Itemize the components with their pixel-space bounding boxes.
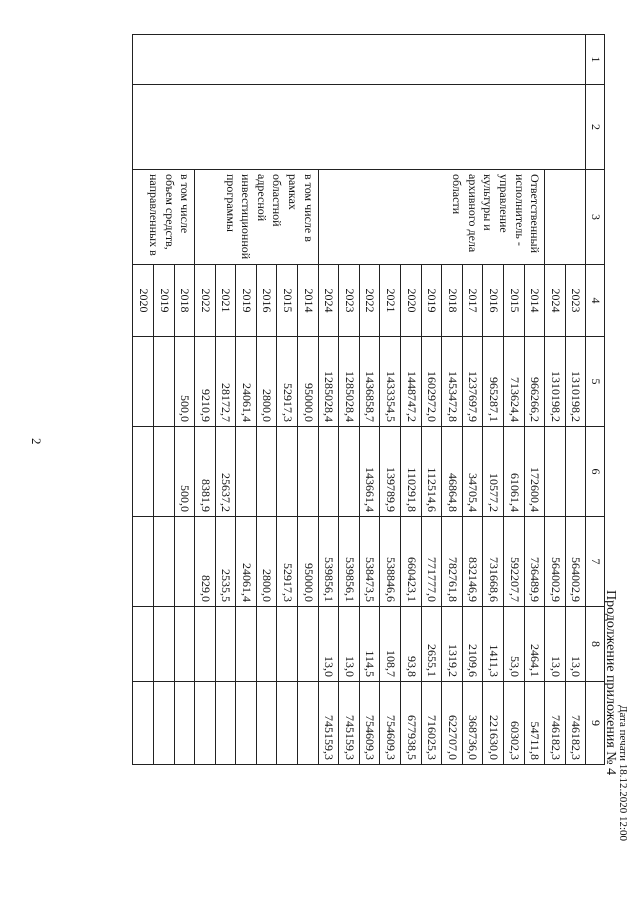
amount-cell: 95000,0 [298, 517, 319, 607]
amount-cell [153, 682, 174, 765]
amount-cell [153, 607, 174, 682]
col2-cell [133, 85, 586, 170]
amount-cell: 93,8 [401, 607, 422, 682]
amount-cell: 592207,7 [504, 517, 525, 607]
amount-cell: 832146,9 [462, 517, 483, 607]
amount-cell: 736489,9 [524, 517, 545, 607]
amount-cell: 538473,5 [359, 517, 380, 607]
amount-cell: 1411,3 [483, 607, 504, 682]
amount-cell: 53,0 [504, 607, 525, 682]
amount-cell: 13,0 [545, 607, 566, 682]
amount-cell [174, 517, 195, 607]
year-cell: 2018 [174, 265, 195, 337]
year-cell: 2020 [401, 265, 422, 337]
year-cell: 2019 [236, 265, 257, 337]
year-cell: 2021 [380, 265, 401, 337]
amount-cell: 2109,6 [462, 607, 483, 682]
year-cell: 2015 [277, 265, 298, 337]
amount-cell: 112514,6 [421, 427, 442, 517]
amount-cell: 108,7 [380, 607, 401, 682]
amount-cell [298, 682, 319, 765]
amount-cell: 52917,3 [277, 337, 298, 427]
amount-cell: 8381,9 [195, 427, 216, 517]
amount-cell: 54711,8 [524, 682, 545, 765]
amount-cell [153, 517, 174, 607]
amount-cell: 745159,3 [339, 682, 360, 765]
amount-cell: 782761,8 [442, 517, 463, 607]
amount-cell: 754609,3 [359, 682, 380, 765]
amount-cell: 713624,4 [504, 337, 525, 427]
amount-cell [298, 427, 319, 517]
amount-cell: 24061,4 [236, 517, 257, 607]
amount-cell: 1602972,0 [421, 337, 442, 427]
amount-cell: 500,0 [174, 337, 195, 427]
executor-label: в том числе объем средств, направленных в [133, 170, 195, 265]
amount-cell: 34705,4 [462, 427, 483, 517]
column-header: 9 [586, 682, 605, 765]
amount-cell: 1285028,4 [318, 337, 339, 427]
year-cell: 2022 [359, 265, 380, 337]
column-header: 2 [586, 85, 605, 170]
amount-cell: 966266,2 [524, 337, 545, 427]
year-cell: 2024 [545, 265, 566, 337]
year-cell: 2017 [462, 265, 483, 337]
amount-cell: 754609,3 [380, 682, 401, 765]
amount-cell [256, 682, 277, 765]
amount-cell [318, 427, 339, 517]
amount-cell [133, 607, 154, 682]
column-header: 3 [586, 170, 605, 265]
amount-cell [236, 682, 257, 765]
amount-cell: 221630,0 [483, 682, 504, 765]
amount-cell: 143661,4 [359, 427, 380, 517]
amount-cell: 2464,1 [524, 607, 545, 682]
amount-cell: 10577,2 [483, 427, 504, 517]
amount-cell: 1436858,7 [359, 337, 380, 427]
amount-cell: 539856,1 [339, 517, 360, 607]
column-header: 6 [586, 427, 605, 517]
year-cell: 2014 [298, 265, 319, 337]
amount-cell: 2655,1 [421, 607, 442, 682]
amount-cell [215, 607, 236, 682]
print-date: Дата печати 18.12.2020 12:00 [617, 705, 629, 842]
amount-cell: 1453472,8 [442, 337, 463, 427]
amount-cell: 46864,8 [442, 427, 463, 517]
year-cell: 2023 [339, 265, 360, 337]
amount-cell: 25637,2 [215, 427, 236, 517]
year-cell: 2024 [318, 265, 339, 337]
year-cell: 2023 [565, 265, 586, 337]
page-number: 2 [29, 438, 44, 445]
amount-cell: 368736,0 [462, 682, 483, 765]
column-header: 5 [586, 337, 605, 427]
table-row [565, 35, 586, 765]
year-cell: 2021 [215, 265, 236, 337]
amount-cell: 2535,5 [215, 517, 236, 607]
amount-cell: 1285028,4 [339, 337, 360, 427]
column-header: 4 [586, 265, 605, 337]
year-cell: 2016 [483, 265, 504, 337]
amount-cell [236, 607, 257, 682]
executor-label: Ответственный исполнитель - управление культуры и архивного дела области [318, 170, 545, 265]
amount-cell: 771777,0 [421, 517, 442, 607]
amount-cell: 660423,1 [401, 517, 422, 607]
amount-cell: 965287,1 [483, 337, 504, 427]
amount-cell [277, 427, 298, 517]
amount-cell [215, 682, 236, 765]
appendix-label: Продолжение приложения № 4 [603, 590, 618, 776]
amount-cell: 24061,4 [236, 337, 257, 427]
amount-cell: 60302,3 [504, 682, 525, 765]
year-cell: 2020 [133, 265, 154, 337]
col1-cell [133, 35, 586, 85]
executor-label: в том числе в рамках областной адресной инвестиционной программы [195, 170, 319, 265]
amount-cell: 622707,0 [442, 682, 463, 765]
year-cell: 2019 [421, 265, 442, 337]
amount-cell: 13,0 [339, 607, 360, 682]
amount-cell: 538846,6 [380, 517, 401, 607]
amount-cell: 28172,7 [215, 337, 236, 427]
amount-cell: 114,5 [359, 607, 380, 682]
amount-cell: 1448747,2 [401, 337, 422, 427]
column-header: 7 [586, 517, 605, 607]
table-wrapper [132, 34, 605, 765]
amount-cell [133, 517, 154, 607]
amount-cell: 745159,3 [318, 682, 339, 765]
amount-cell [236, 427, 257, 517]
year-cell: 2022 [195, 265, 216, 337]
amount-cell: 139789,9 [380, 427, 401, 517]
amount-cell: 716025,3 [421, 682, 442, 765]
amount-cell: 9210,9 [195, 337, 216, 427]
year-cell: 2016 [256, 265, 277, 337]
amount-cell [153, 427, 174, 517]
amount-cell: 61061,4 [504, 427, 525, 517]
year-cell: 2014 [524, 265, 545, 337]
budget-table [132, 34, 605, 765]
amount-cell: 2800,0 [256, 337, 277, 427]
header-row [586, 35, 605, 765]
amount-cell: 1310198,2 [545, 337, 566, 427]
amount-cell: 172600,4 [524, 427, 545, 517]
year-cell: 2015 [504, 265, 525, 337]
amount-cell [153, 337, 174, 427]
amount-cell: 746182,3 [565, 682, 586, 765]
amount-cell: 746182,3 [545, 682, 566, 765]
amount-cell [545, 427, 566, 517]
amount-cell: 1237697,9 [462, 337, 483, 427]
amount-cell: 564002,9 [545, 517, 566, 607]
amount-cell: 564002,9 [565, 517, 586, 607]
column-header: 1 [586, 35, 605, 85]
amount-cell: 677938,5 [401, 682, 422, 765]
amount-cell: 1319,2 [442, 607, 463, 682]
amount-cell: 1433354,5 [380, 337, 401, 427]
amount-cell: 731668,6 [483, 517, 504, 607]
year-cell: 2019 [153, 265, 174, 337]
amount-cell [277, 682, 298, 765]
amount-cell: 2800,0 [256, 517, 277, 607]
amount-cell [133, 427, 154, 517]
amount-cell [195, 682, 216, 765]
year-cell: 2018 [442, 265, 463, 337]
amount-cell [133, 337, 154, 427]
amount-cell [298, 607, 319, 682]
amount-cell [339, 427, 360, 517]
amount-cell [133, 682, 154, 765]
column-header: 8 [586, 607, 605, 682]
amount-cell: 13,0 [318, 607, 339, 682]
amount-cell: 539856,1 [318, 517, 339, 607]
amount-cell [277, 607, 298, 682]
amount-cell [195, 607, 216, 682]
amount-cell: 95000,0 [298, 337, 319, 427]
amount-cell: 52917,3 [277, 517, 298, 607]
executor-label [545, 170, 586, 265]
amount-cell [256, 607, 277, 682]
amount-cell [256, 427, 277, 517]
amount-cell: 1310198,2 [565, 337, 586, 427]
amount-cell: 829,0 [195, 517, 216, 607]
amount-cell: 13,0 [565, 607, 586, 682]
amount-cell: 110291,8 [401, 427, 422, 517]
amount-cell [565, 427, 586, 517]
amount-cell: 500,0 [174, 427, 195, 517]
amount-cell [174, 682, 195, 765]
amount-cell [174, 607, 195, 682]
